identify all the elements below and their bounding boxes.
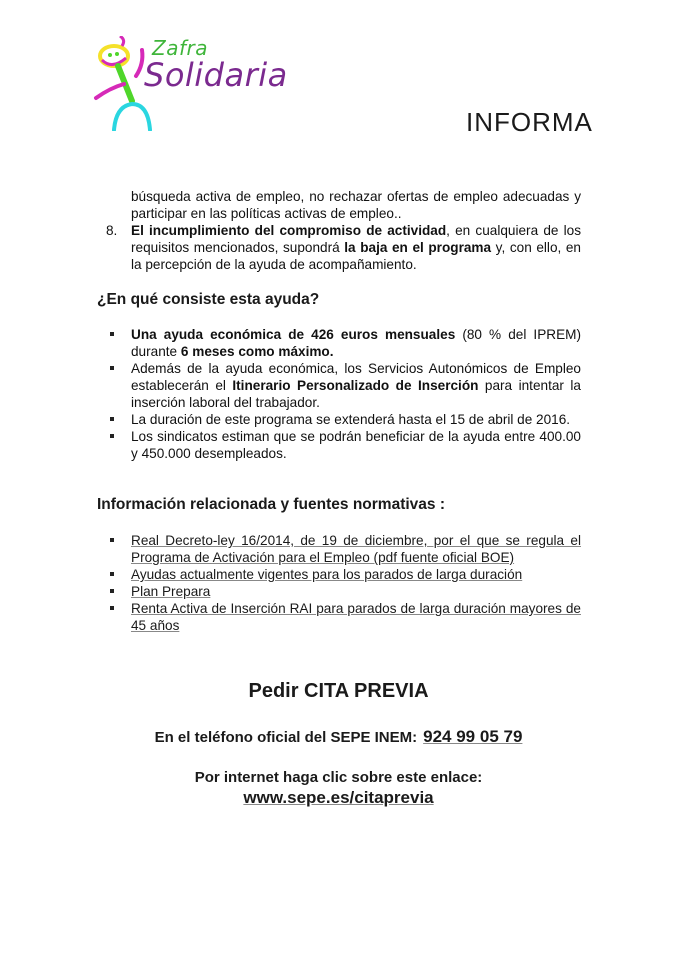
- cita-previa-title: Pedir CITA PREVIA: [248, 680, 429, 702]
- cita-url-line: [0, 788, 677, 808]
- bold-text: El incumplimiento del compromiso de actividad: [131, 223, 447, 238]
- list-item: [110, 360, 581, 411]
- bullet-icon: [110, 434, 114, 438]
- bullet-icon: [110, 589, 114, 593]
- section-heading-ayuda: ¿En qué consiste esta ayuda?: [97, 291, 320, 308]
- text: Además de la ayuda económica, los Servicios Autonómicos de Empleo establecerán el: [131, 361, 581, 393]
- link-ayudas-vigentes[interactable]: Ayudas actualmente vigentes para los parados de larga duración: [131, 567, 523, 582]
- list-item: [110, 532, 581, 566]
- cita-previa-link[interactable]: www.sepe.es/citaprevia: [243, 788, 434, 807]
- zafra-solidaria-logo: [92, 36, 288, 131]
- page-title: INFORMA: [466, 107, 593, 137]
- bold-text: 6 meses como máximo.: [180, 344, 334, 359]
- list-item-8: [106, 222, 581, 273]
- bold-text: Una ayuda económica de 426 euros mensuales: [131, 327, 456, 342]
- phone-number-link[interactable]: 924 99 05 79: [423, 727, 523, 746]
- bullet-icon: [110, 366, 114, 370]
- list-item: [110, 600, 581, 634]
- logo-text-solidaria: Solidaria: [144, 56, 288, 94]
- list-number: 8.: [106, 223, 118, 238]
- bullet-icon: [110, 332, 114, 336]
- phone-label: En el teléfono oficial del SEPE INEM:: [154, 729, 418, 746]
- bullet-icon: [110, 606, 114, 610]
- text: para intentar la inserción laboral del trabajador.: [131, 378, 581, 410]
- bullet-icon: [110, 572, 114, 576]
- link-plan-prepara[interactable]: Plan Prepara: [131, 584, 211, 599]
- section-heading-info: Información relacionada y fuentes normativas :: [97, 496, 445, 513]
- bullet-icon: [110, 417, 114, 421]
- text: , en cualquiera de los requisitos mencionados, supondrá: [131, 223, 581, 255]
- list-item: [110, 566, 581, 583]
- cita-phone-line: [0, 727, 677, 747]
- bold-text: Itinerario Personalizado de Inserción: [232, 378, 479, 393]
- link-renta-activa[interactable]: Renta Activa de Inserción RAI para parados de larga duración mayores de 45 años: [131, 601, 581, 633]
- list-item-continuation: búsqueda activa de empleo, no rechazar ofertas de empleo adecuadas y participar en las políticas activas de empleo..: [131, 189, 581, 221]
- text: (80 % del IPREM) durante: [131, 327, 582, 359]
- info-links-list: [110, 532, 581, 634]
- bold-text: la baja en el programa: [344, 240, 492, 255]
- ayuda-list: [110, 326, 581, 462]
- internet-label: Por internet haga clic sobre este enlace:: [194, 769, 483, 786]
- list-item: [110, 411, 581, 428]
- list-item: [110, 428, 581, 462]
- bullet-icon: [110, 538, 114, 542]
- link-real-decreto[interactable]: Real Decreto-ley 16/2014, de 19 de diciembre, por el que se regula el Programa de Activación para el Empleo (pdf fuente oficial BOE): [131, 533, 581, 565]
- list-item: [110, 326, 581, 360]
- text: La duración de este programa se extenderá hasta el 15 de abril de 2016.: [131, 412, 571, 427]
- list-item: [110, 583, 581, 600]
- stick-figure-logo-icon: [92, 36, 152, 131]
- text: y, con ello, en la percepción de la ayuda de acompañamiento.: [131, 240, 581, 272]
- logo-text-zafra: Zafra: [152, 36, 208, 60]
- text: Los sindicatos estiman que se podrán beneficiar de la ayuda entre 400.00 y 450.000 desempleados.: [131, 429, 581, 461]
